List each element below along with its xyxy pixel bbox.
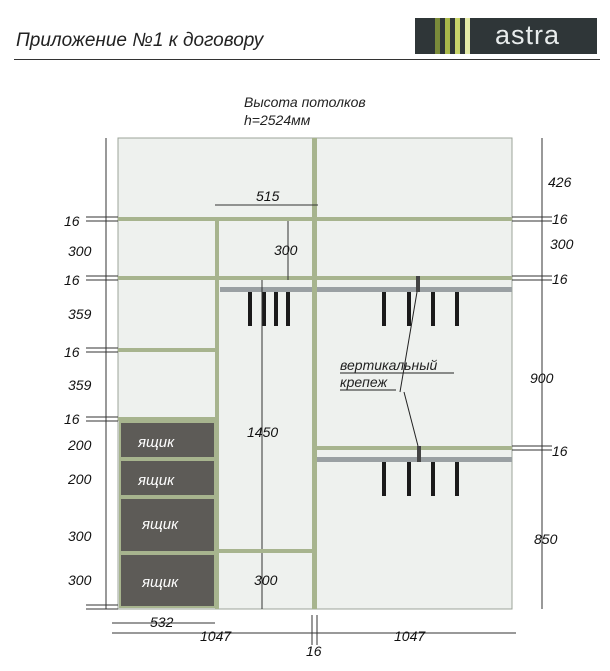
hanger: [274, 292, 278, 326]
dim-left-16c: 16: [64, 344, 80, 360]
dim-left-width: 1047: [200, 628, 232, 644]
drawer-label-4: ящик: [142, 574, 179, 591]
dim-right-426: 426: [548, 174, 572, 190]
hanger: [431, 292, 435, 326]
dim-left-16b: 16: [64, 272, 80, 288]
fastener-lower: [417, 446, 421, 462]
annotation-line1: вертикальный: [340, 357, 438, 373]
dim-left-359a: 359: [68, 306, 92, 322]
central-divider: [312, 138, 317, 609]
dim-left-300a: 300: [68, 243, 92, 259]
fastener-upper: [416, 276, 420, 292]
dim-right-16c: 16: [552, 443, 568, 459]
drawer-stack: [120, 422, 215, 607]
shelf-left-third: [118, 348, 215, 352]
hanger: [407, 462, 411, 496]
hanger: [431, 462, 435, 496]
rod-right-upper: [317, 287, 512, 292]
dim-left-200a: 200: [68, 437, 92, 453]
hanger: [407, 292, 411, 326]
dim-left-16a: 16: [64, 213, 80, 229]
dim-top-width: 515: [256, 188, 280, 204]
drawer-label-1: ящик: [138, 434, 175, 451]
dim-left-300b: 300: [68, 528, 92, 544]
shelf-right-middle: [317, 446, 512, 450]
dim-top-gap: 300: [274, 242, 298, 258]
shelf-top: [118, 217, 512, 221]
dim-drawer-width: 532: [150, 614, 174, 630]
ceiling-note-line1: Высота потолков: [244, 94, 366, 110]
annotation-line2: крепеж: [340, 374, 388, 390]
dim-bottom-gap: 300: [254, 572, 278, 588]
hanger: [286, 292, 290, 326]
shelf-left-fourth: [118, 417, 215, 421]
dim-left-16d: 16: [64, 411, 80, 427]
ceiling-note-line2: h=2524мм: [244, 112, 311, 128]
dim-right-16b: 16: [552, 271, 568, 287]
rod-middle: [220, 287, 312, 292]
rod-right-lower: [317, 457, 512, 462]
dim-right-300: 300: [550, 236, 574, 252]
dim-right-900: 900: [530, 370, 554, 386]
hanger: [455, 462, 459, 496]
dim-left-200b: 200: [68, 471, 92, 487]
dim-right-16a: 16: [552, 211, 568, 227]
hanger: [262, 292, 266, 326]
page-title: Приложение №1 к договору: [16, 30, 264, 51]
hanger: [455, 292, 459, 326]
right-dimension-labels: [530, 174, 574, 547]
dim-left-359b: 359: [68, 377, 92, 393]
dim-left-300c: 300: [68, 572, 92, 588]
left-dimension-labels: [64, 213, 92, 588]
drawer-label-3: ящик: [142, 516, 179, 533]
dim-right-850: 850: [534, 531, 558, 547]
hanger: [248, 292, 252, 326]
hanger: [382, 462, 386, 496]
logo-text: astra: [495, 20, 561, 50]
dim-mid-height: 1450: [247, 424, 279, 440]
hanger: [382, 292, 386, 326]
shelf-bottom-middle: [219, 549, 312, 553]
dim-middle-panel: 16: [306, 643, 322, 659]
dim-right-width: 1047: [394, 628, 426, 644]
shelf-second: [118, 276, 512, 280]
drawer-label-2: ящик: [138, 472, 175, 489]
